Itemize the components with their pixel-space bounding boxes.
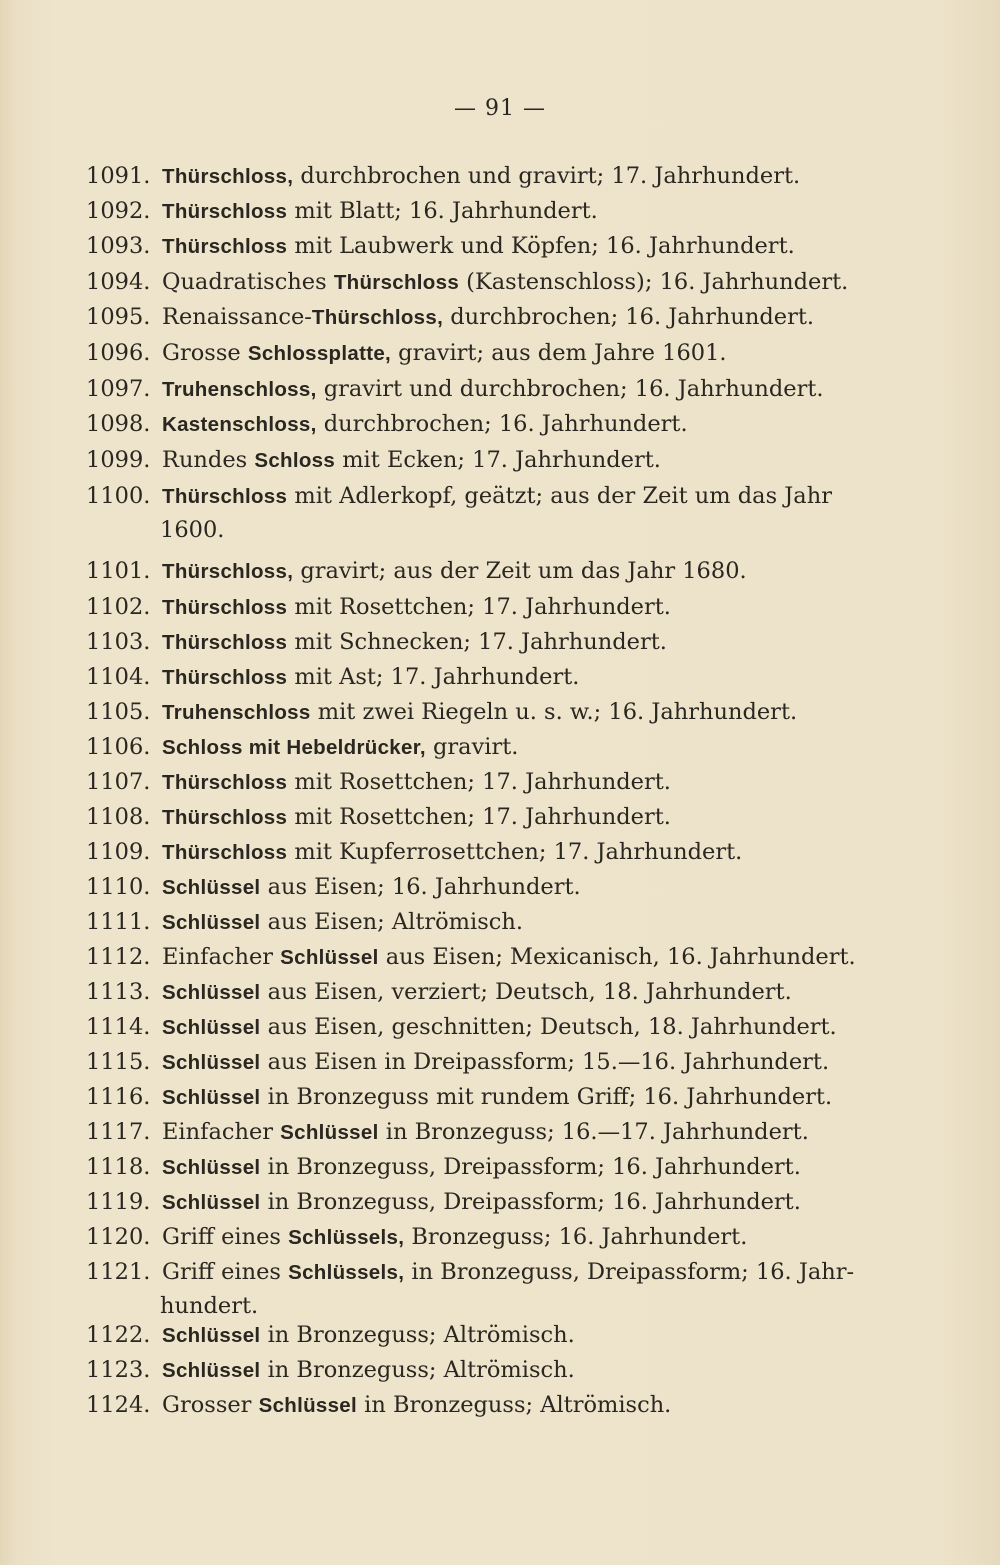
- entry-prefix: Einfacher: [162, 944, 281, 970]
- catalog-entry: [86, 557, 916, 586]
- entry-description: mit Adlerkopf, geätzt; aus der Zeit um das Jahr: [287, 483, 832, 509]
- entry-keyword: Schlossplatte,: [247, 342, 392, 365]
- entry-description: in Bronzeguss, Dreipassform; 16. Jahr-: [404, 1259, 855, 1285]
- catalog-entry: [86, 628, 916, 657]
- entry-keyword: Kastenschloss,: [162, 413, 317, 436]
- entry-number: 1092.: [86, 198, 151, 224]
- entry-number: 1110.: [86, 874, 151, 900]
- entry-keyword: Thürschloss: [162, 666, 288, 689]
- entry-keyword: Thürschloss: [162, 485, 288, 508]
- catalog-entry: [86, 768, 916, 797]
- entry-description: (Kastenschloss); 16. Jahrhundert.: [459, 269, 849, 295]
- entry-number: 1111.: [86, 909, 151, 935]
- entry-keyword: Thürschloss: [162, 200, 288, 223]
- entry-keyword: Thürschloss: [162, 771, 288, 794]
- entry-number: 1097.: [86, 376, 151, 402]
- entry-number: 1115.: [86, 1049, 151, 1075]
- entry-number: 1107.: [86, 769, 151, 795]
- entry-prefix: Rundes: [162, 447, 255, 473]
- entry-number: 1108.: [86, 804, 151, 830]
- catalog-entry: [86, 1153, 916, 1182]
- entry-number: 1119.: [86, 1189, 151, 1215]
- entry-description: aus Eisen in Dreipassform; 15.—16. Jahrhundert.: [260, 1049, 830, 1075]
- entry-description: durchbrochen; 16. Jahrhundert.: [443, 304, 815, 330]
- entry-description: aus Eisen, verziert; Deutsch, 18. Jahrhundert.: [260, 979, 792, 1005]
- entry-number: 1103.: [86, 629, 151, 655]
- entry-number: 1118.: [86, 1154, 151, 1180]
- entry-keyword: Schlüssel: [162, 1191, 261, 1214]
- entry-keyword: Schlüssels,: [288, 1261, 405, 1284]
- entry-keyword: Thürschloss,: [162, 165, 294, 188]
- catalog-entry: [86, 908, 916, 937]
- catalog-entry: [86, 663, 916, 692]
- entry-keyword: Schlüssel: [162, 1359, 261, 1382]
- entry-number: 1101.: [86, 558, 151, 584]
- entry-prefix: Renaissance-: [162, 304, 312, 330]
- entry-prefix: Griff eines: [162, 1224, 289, 1250]
- catalog-entry: [86, 1013, 916, 1042]
- catalog-entry: [86, 339, 916, 368]
- entry-description: in Bronzeguss; Altrömisch.: [260, 1357, 575, 1383]
- entry-keyword: Thürschloss: [162, 596, 288, 619]
- entry-number: 1123.: [86, 1357, 151, 1383]
- catalog-entry: [86, 1048, 916, 1077]
- entry-description: mit zwei Riegeln u. s. w.; 16. Jahrhundert.: [310, 699, 798, 725]
- entry-number: 1094.: [86, 269, 151, 295]
- entry-description: mit Rosettchen; 17. Jahrhundert.: [287, 769, 671, 795]
- entry-keyword: Thürschloss: [162, 631, 288, 654]
- entry-description: aus Eisen; Altrömisch.: [260, 909, 523, 935]
- entry-description: mit Rosettchen; 17. Jahrhundert.: [287, 594, 671, 620]
- catalog-entry: [86, 410, 916, 439]
- entry-number: 1093.: [86, 233, 151, 259]
- catalog-entry: [86, 978, 916, 1007]
- catalog-entry: [86, 1321, 916, 1350]
- entry-keyword: Schlüssel: [162, 1051, 261, 1074]
- entry-description: in Bronzeguss; 16.—17. Jahrhundert.: [378, 1119, 809, 1145]
- catalog-entry: [86, 838, 916, 867]
- entry-number: 1109.: [86, 839, 151, 865]
- entry-keyword: Schlüssel: [162, 1086, 261, 1109]
- entry-number: 1096.: [86, 340, 151, 366]
- entry-description: gravirt und durchbrochen; 16. Jahrhundert.: [316, 376, 824, 402]
- entry-keyword: Schlüssel: [162, 1016, 261, 1039]
- catalog-entry: [86, 733, 916, 762]
- entry-number: 1114.: [86, 1014, 151, 1040]
- entry-keyword: Schlüssel: [162, 1324, 261, 1347]
- entry-description: durchbrochen und gravirt; 17. Jahrhundert.: [293, 163, 801, 189]
- catalog-entry: [86, 1391, 916, 1420]
- catalog-entry: [86, 375, 916, 404]
- entry-keyword: Thürschloss,: [162, 560, 294, 583]
- entry-keyword: Schlüssel: [162, 911, 261, 934]
- entry-description: in Bronzeguss, Dreipassform; 16. Jahrhundert.: [260, 1154, 801, 1180]
- catalog-entry: [86, 803, 916, 832]
- entry-continuation: hundert.: [160, 1293, 259, 1319]
- entry-number: 1105.: [86, 699, 151, 725]
- entry-description: in Bronzeguss; Altrömisch.: [260, 1322, 575, 1348]
- page-number: — 91 —: [454, 96, 546, 121]
- catalog-entry: [86, 873, 916, 902]
- entry-keyword: Truhenschloss: [162, 701, 311, 724]
- entry-keyword: Thürschloss: [162, 235, 288, 258]
- entry-number: 1116.: [86, 1084, 151, 1110]
- entry-number: 1100.: [86, 483, 151, 509]
- entry-description: mit Laubwerk und Köpfen; 16. Jahrhundert.: [287, 233, 795, 259]
- entry-description: aus Eisen; 16. Jahrhundert.: [260, 874, 581, 900]
- entry-description: mit Blatt; 16. Jahrhundert.: [287, 198, 598, 224]
- catalog-entry: [86, 232, 916, 261]
- entry-description: mit Ast; 17. Jahrhundert.: [287, 664, 580, 690]
- catalog-entry: [86, 698, 916, 727]
- entry-description: durchbrochen; 16. Jahrhundert.: [316, 411, 688, 437]
- catalog-entry: [86, 1258, 916, 1287]
- entry-number: 1098.: [86, 411, 151, 437]
- entry-keyword: Thürschloss,: [311, 306, 444, 329]
- entry-number: 1104.: [86, 664, 151, 690]
- entry-description: mit Rosettchen; 17. Jahrhundert.: [287, 804, 671, 830]
- catalog-entry: [86, 943, 916, 972]
- entry-description: Bronzeguss; 16. Jahrhundert.: [404, 1224, 748, 1250]
- entry-number: 1091.: [86, 163, 151, 189]
- entry-number: 1121.: [86, 1259, 151, 1285]
- entry-number: 1106.: [86, 734, 151, 760]
- entry-description: gravirt.: [425, 734, 519, 760]
- entry-number: 1112.: [86, 944, 151, 970]
- entry-description: mit Ecken; 17. Jahrhundert.: [335, 447, 661, 473]
- entry-number: 1120.: [86, 1224, 151, 1250]
- catalog-entry: [86, 593, 916, 622]
- entry-description: gravirt; aus dem Jahre 1601.: [391, 340, 727, 366]
- catalog-entry: [86, 1223, 916, 1252]
- entry-keyword: Schloss: [254, 449, 336, 472]
- entry-number: 1124.: [86, 1392, 151, 1418]
- entry-prefix: Griff eines: [162, 1259, 289, 1285]
- entry-description: mit Kupferrosettchen; 17. Jahrhundert.: [287, 839, 743, 865]
- entry-description: mit Schnecken; 17. Jahrhundert.: [287, 629, 667, 655]
- catalog-entry: [86, 268, 916, 297]
- entry-number: 1102.: [86, 594, 151, 620]
- entry-keyword: Thürschloss: [333, 271, 460, 294]
- entry-description: aus Eisen; Mexicanisch, 16. Jahrhundert.: [378, 944, 856, 970]
- entry-prefix: Einfacher: [162, 1119, 281, 1145]
- entry-number: 1099.: [86, 447, 151, 473]
- entry-keyword: Schlüssels,: [288, 1226, 405, 1249]
- catalog-entry: [86, 1083, 916, 1112]
- entry-continuation: 1600.: [160, 517, 225, 543]
- entry-prefix: Grosser: [162, 1392, 259, 1418]
- entry-keyword: Thürschloss: [162, 806, 288, 829]
- entry-number: 1122.: [86, 1322, 151, 1348]
- catalog-entry: [86, 446, 916, 475]
- entry-keyword: Schlüssel: [162, 981, 261, 1004]
- entry-keyword: Truhenschloss,: [162, 378, 317, 401]
- catalog-entry: [86, 1118, 916, 1147]
- catalog-entry: [86, 162, 916, 191]
- catalog-entry: [86, 1356, 916, 1385]
- entry-prefix: Grosse: [162, 340, 248, 366]
- entry-keyword: Schloss mit Hebeldrücker,: [162, 736, 426, 759]
- entry-keyword: Schlüssel: [258, 1394, 358, 1417]
- entry-keyword: Schlüssel: [280, 1121, 379, 1144]
- entry-number: 1113.: [86, 979, 151, 1005]
- entry-number: 1095.: [86, 304, 151, 330]
- entry-keyword: Schlüssel: [162, 1156, 261, 1179]
- entry-description: gravirt; aus der Zeit um das Jahr 1680.: [293, 558, 747, 584]
- entry-description: in Bronzeguss, Dreipassform; 16. Jahrhundert.: [260, 1189, 801, 1215]
- entry-prefix: Quadratisches: [162, 269, 334, 295]
- entry-keyword: Schlüssel: [162, 876, 261, 899]
- catalog-entry: [86, 197, 916, 226]
- catalog-entry: [86, 1188, 916, 1217]
- entry-keyword: Schlüssel: [280, 946, 379, 969]
- catalog-entry: [86, 482, 916, 511]
- entry-keyword: Thürschloss: [162, 841, 288, 864]
- entry-description: in Bronzeguss mit rundem Griff; 16. Jahrhundert.: [260, 1084, 833, 1110]
- entry-description: aus Eisen, geschnitten; Deutsch, 18. Jahrhundert.: [260, 1014, 837, 1040]
- entry-description: in Bronzeguss; Altrömisch.: [357, 1392, 672, 1418]
- entry-number: 1117.: [86, 1119, 151, 1145]
- catalog-entry: [86, 303, 916, 332]
